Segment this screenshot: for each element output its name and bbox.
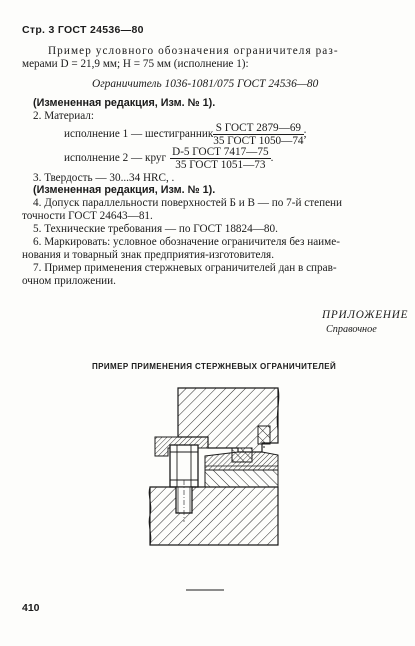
revision-note-1: (Измененная редакция, Изм. № 1).: [33, 97, 216, 109]
revision-note-2: (Измененная редакция, Изм. № 1).: [33, 184, 216, 196]
paragraph-6-line-1: 6. Маркировать: условное обозначение ограничителя без наиме-: [33, 236, 340, 248]
punch-insert: [232, 448, 252, 462]
version-1-label: исполнение 1 — шестигранник: [64, 128, 214, 140]
paragraph-7-line-1: 7. Пример применения стержневых ограничителей дан в справ-: [33, 262, 337, 274]
paragraph-7-line-2: очном приложении.: [22, 275, 116, 287]
lower-die-block: [150, 487, 278, 545]
version-2-label: исполнение 2 — круг: [64, 152, 167, 164]
paragraph-6-line-2: нования и товарный знак предприятия-изготовителя.: [22, 249, 275, 261]
lower-support: [205, 470, 278, 487]
paragraph-4-line-1: 4. Допуск параллельности поверхностей Б и В — по 7-й степени: [33, 197, 343, 209]
version-1-numerator: S ГОСТ 2879—69: [213, 122, 303, 135]
hardness-line: 3. Твердость — 30...34 HRC, .: [33, 172, 175, 184]
paragraph-4-line-2: точности ГОСТ 24643—81.: [22, 210, 153, 222]
version-1-denominator: 35 ГОСТ 1050—74: [213, 135, 304, 147]
page-header: Стр. 3 ГОСТ 24536—80: [22, 24, 144, 36]
material-heading: 2. Материал:: [33, 110, 95, 122]
example-designation: Ограничитель 1036-1081/075 ГОСТ 24536—80: [92, 78, 319, 90]
appendix-sublabel: Справочное: [326, 324, 377, 335]
example-text-line-1: Пример условного обозначения ограничителя раз-: [48, 45, 339, 57]
version-2-denominator: 35 ГОСТ 1051—73: [175, 159, 266, 171]
version-2-numerator: D-5 ГОСТ 7417—75: [172, 146, 269, 158]
version-2-tail: .: [270, 152, 274, 164]
appendix-label: ПРИЛОЖЕНИЕ: [322, 309, 409, 321]
version-1-tail: ;: [303, 128, 307, 140]
example-text-line-2: мерами D = 21,9 мм; H = 75 мм (исполнение 1):: [22, 58, 249, 70]
paragraph-5: 5. Технические требования — по ГОСТ 18824—80.: [33, 223, 278, 235]
appendix-title: ПРИМЕР ПРИМЕНЕНИЯ СТЕРЖНЕВЫХ ОГРАНИЧИТЕЛЕЙ: [92, 362, 337, 371]
page-number: 410: [22, 602, 40, 614]
